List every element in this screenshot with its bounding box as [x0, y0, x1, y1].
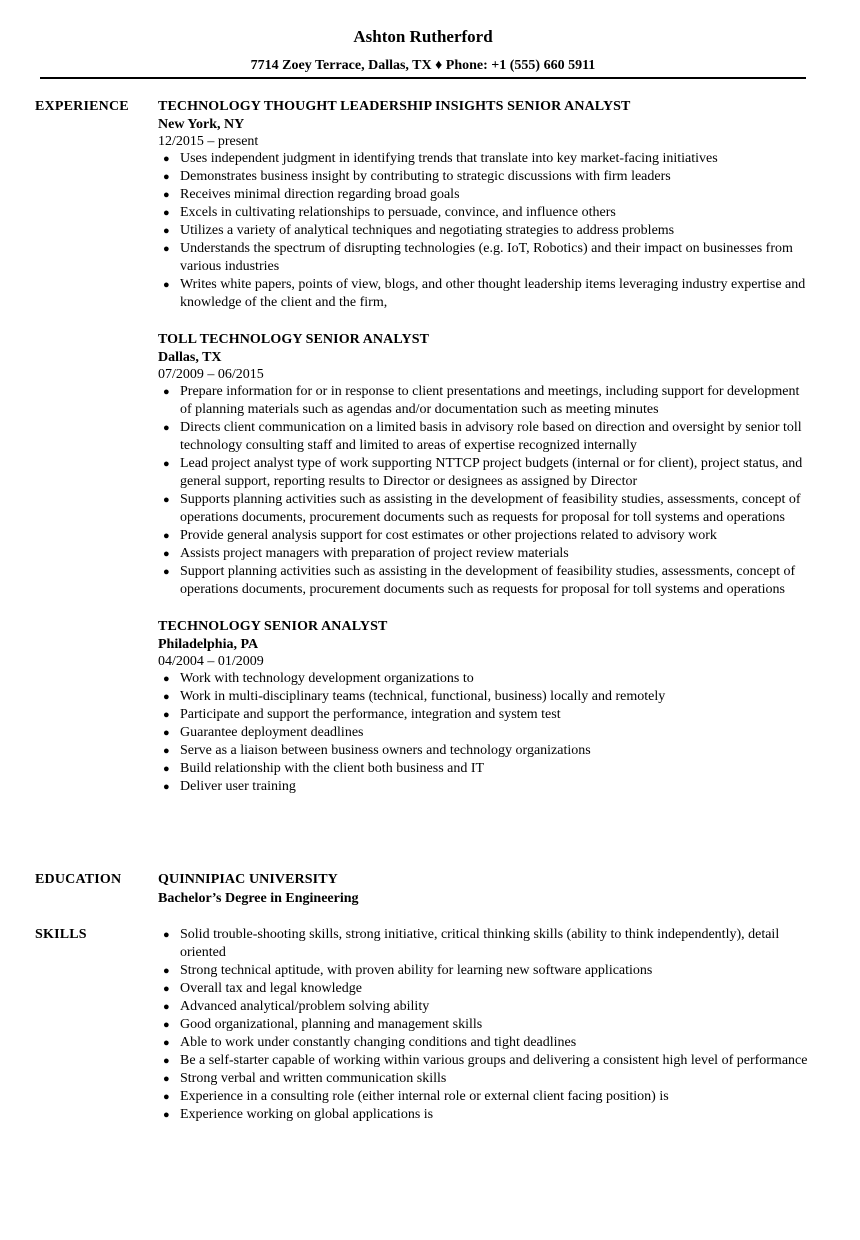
school-name: QUINNIPIAC UNIVERSITY [158, 872, 338, 887]
bullet-text: Guarantee deployment deadlines [180, 725, 364, 740]
job-bullets [158, 670, 814, 796]
section-label-skills: SKILLS [35, 927, 87, 942]
bullet-icon: ● [163, 1091, 170, 1103]
bullet-text: Serve as a liaison between business owners and technology organizations [180, 743, 591, 758]
resume-header [40, 26, 806, 75]
job-location: Dallas, TX [158, 350, 222, 365]
list-item [158, 419, 814, 455]
section-label-education: EDUCATION [35, 872, 122, 887]
bullet-icon: ● [163, 171, 170, 183]
bullet-text: Support planning activities such as assisting in the development of feasibility studies, assessments, concept of operations documents, procurement documents such as requests for proposal for toll systems and operations [180, 564, 796, 597]
list-item [158, 724, 814, 742]
list-item [158, 760, 814, 778]
experience-list [158, 98, 814, 815]
degree: Bachelor’s Degree in Engineering [158, 891, 359, 906]
list-item [158, 1088, 814, 1106]
bullet-icon: ● [163, 458, 170, 470]
bullet-text: Directs client communication on a limited basis in advisory role based on direction and oversight by senior toll technology consulting staff and limited to areas of expertise recognized internally [180, 420, 802, 453]
bullet-text: Provide general analysis support for cost estimates or other projections related to advisory work [180, 528, 717, 543]
bullet-icon: ● [163, 1037, 170, 1049]
bullet-text: Work with technology development organizations to [180, 671, 474, 686]
bullet-icon: ● [163, 1073, 170, 1085]
list-item [158, 222, 814, 240]
bullet-text: Deliver user training [180, 779, 296, 794]
job-entry [158, 98, 814, 312]
job-location: Philadelphia, PA [158, 637, 259, 652]
list-item [158, 1016, 814, 1034]
list-item [158, 1070, 814, 1088]
bullet-text: Solid trouble-shooting skills, strong initiative, critical thinking skills (ability to think independently), detail oriented [180, 927, 780, 960]
bullet-text: Strong verbal and written communication skills [180, 1071, 447, 1086]
bullet-icon: ● [163, 727, 170, 739]
job-title: TECHNOLOGY THOUGHT LEADERSHIP INSIGHTS SENIOR ANALYST [158, 99, 631, 114]
bullet-icon: ● [163, 763, 170, 775]
job-dates: 07/2009 – 06/2015 [158, 367, 264, 382]
bullet-text: Demonstrates business insight by contributing to strategic discussions with firm leaders [180, 169, 671, 184]
bullet-icon: ● [163, 745, 170, 757]
list-item [158, 455, 814, 491]
bullet-text: Utilizes a variety of analytical techniques and negotiating strategies to address problems [180, 223, 675, 238]
bullet-text: Writes white papers, points of view, blogs, and other thought leadership items leveraging industry expertise and knowledge of the client and the firm, [180, 277, 806, 310]
bullet-text: Be a self-starter capable of working within various groups and delivering a consistent high level of performance [180, 1053, 808, 1068]
list-item [158, 998, 814, 1016]
list-item [158, 240, 814, 276]
bullet-text: Work in multi-disciplinary teams (technical, functional, business) locally and remotely [180, 689, 666, 704]
list-item [158, 1052, 814, 1070]
list-item [158, 688, 814, 706]
list-item [158, 563, 814, 599]
list-item [158, 383, 814, 419]
bullet-text: Lead project analyst type of work supporting NTTCP project budgets (internal or for client), project status, and general support, reporting results to Director or designees as assigned by Director [180, 456, 803, 489]
bullet-icon: ● [163, 929, 170, 941]
bullet-icon: ● [163, 1019, 170, 1031]
job-entry [158, 618, 814, 796]
bullet-text: Prepare information for or in response to client presentations and meetings, including support for development of planning materials such as agendas and/or documentation such as meeting minutes [180, 384, 800, 417]
bullet-icon: ● [163, 494, 170, 506]
bullet-icon: ● [163, 225, 170, 237]
job-title: TECHNOLOGY SENIOR ANALYST [158, 619, 388, 634]
candidate-name: Ashton Rutherford [353, 27, 493, 46]
list-item [158, 980, 814, 998]
skills-list [158, 926, 814, 1124]
list-item [158, 670, 814, 688]
education-entry [158, 871, 814, 908]
bullet-icon: ● [163, 1055, 170, 1067]
bullet-icon: ● [163, 983, 170, 995]
bullet-text: Advanced analytical/problem solving ability [180, 999, 430, 1014]
job-title: TOLL TECHNOLOGY SENIOR ANALYST [158, 332, 430, 347]
bullet-icon: ● [163, 781, 170, 793]
contact-line: 7714 Zoey Terrace, Dallas, TX ♦ Phone: +1 (555) 660 5911 [250, 58, 596, 73]
bullet-text: Excels in cultivating relationships to persuade, convince, and influence others [180, 205, 616, 220]
bullet-text: Good organizational, planning and management skills [180, 1017, 483, 1032]
bullet-text: Receives minimal direction regarding broad goals [180, 187, 460, 202]
bullet-icon: ● [163, 1001, 170, 1013]
list-item [158, 168, 814, 186]
bullet-icon: ● [163, 386, 170, 398]
bullet-text: Understands the spectrum of disrupting technologies (e.g. IoT, Robotics) and their impact on businesses from various industries [180, 241, 793, 274]
list-item [158, 926, 814, 962]
bullet-icon: ● [163, 189, 170, 201]
bullet-icon: ● [163, 1109, 170, 1121]
bullet-icon: ● [163, 279, 170, 291]
bullet-text: Supports planning activities such as assisting in the development of feasibility studies, assessments, concept of operations documents, procurement documents such as requests for proposal for toll systems and operations [180, 492, 801, 525]
bullet-text: Uses independent judgment in identifying trends that translate into key market-facing initiatives [180, 151, 718, 166]
bullet-icon: ● [163, 691, 170, 703]
bullet-icon: ● [163, 207, 170, 219]
list-item [158, 742, 814, 760]
bullet-icon: ● [163, 566, 170, 578]
list-item [158, 962, 814, 980]
job-dates: 04/2004 – 01/2009 [158, 654, 264, 669]
list-item [158, 527, 814, 545]
bullet-text: Assists project managers with preparation of project review materials [180, 546, 569, 561]
list-item [158, 778, 814, 796]
bullet-text: Strong technical aptitude, with proven ability for learning new software applications [180, 963, 653, 978]
bullet-icon: ● [163, 243, 170, 255]
list-item [158, 491, 814, 527]
list-item [158, 545, 814, 563]
section-label-experience: EXPERIENCE [35, 99, 129, 114]
bullet-icon: ● [163, 530, 170, 542]
job-bullets [158, 150, 814, 312]
bullet-icon: ● [163, 422, 170, 434]
skills-bullets [158, 926, 814, 1124]
list-item [158, 276, 814, 312]
list-item [158, 186, 814, 204]
list-item [158, 204, 814, 222]
list-item [158, 150, 814, 168]
job-dates: 12/2015 – present [158, 134, 259, 149]
bullet-text: Experience working on global applications is [180, 1107, 434, 1122]
job-entry [158, 331, 814, 599]
bullet-text: Experience in a consulting role (either internal role or external client facing position) is [180, 1089, 669, 1104]
bullet-text: Build relationship with the client both business and IT [180, 761, 485, 776]
job-location: New York, NY [158, 117, 245, 132]
list-item [158, 1106, 814, 1124]
list-item [158, 706, 814, 724]
header-divider [40, 77, 806, 79]
bullet-text: Overall tax and legal knowledge [180, 981, 362, 996]
bullet-icon: ● [163, 709, 170, 721]
bullet-text: Able to work under constantly changing conditions and tight deadlines [180, 1035, 577, 1050]
bullet-icon: ● [163, 965, 170, 977]
bullet-icon: ● [163, 548, 170, 560]
list-item [158, 1034, 814, 1052]
bullet-text: Participate and support the performance, integration and system test [180, 707, 561, 722]
job-bullets [158, 383, 814, 599]
bullet-icon: ● [163, 673, 170, 685]
bullet-icon: ● [163, 153, 170, 165]
